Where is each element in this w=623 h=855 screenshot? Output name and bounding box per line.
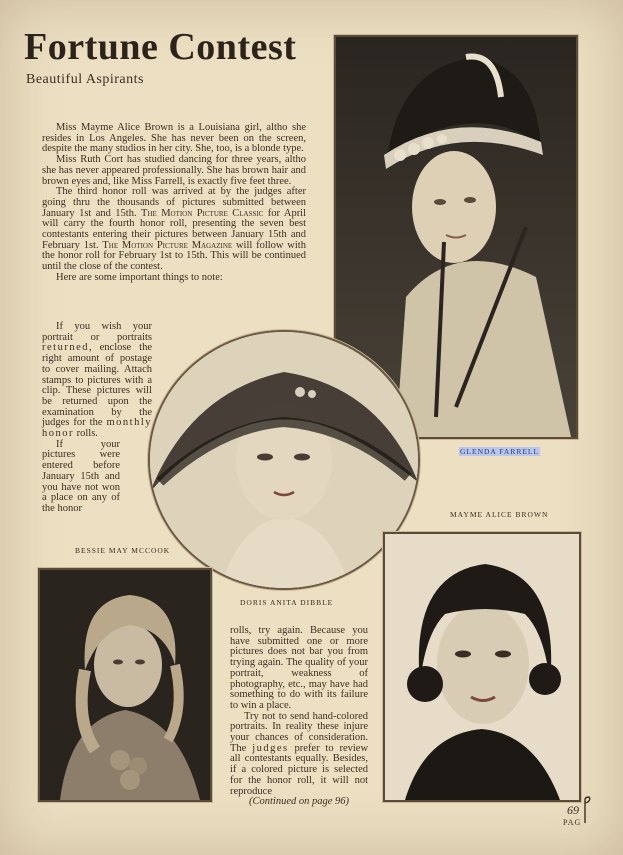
magazine-name: The Motion Picture Classic: [141, 207, 264, 219]
text-run: , enclose the right amount of postage to cover mailing. Attach stamps to pictures with a clip. These pictures will be returned upon the examination by the judges for the: [42, 342, 152, 429]
paragraph: [42, 322, 152, 440]
text-run: will follow with the honor roll for February 1st to 15th. This will be continued until the close of the contest.: [42, 239, 306, 273]
page-number: 69: [567, 803, 579, 817]
page-title: Fortune Contest: [24, 26, 297, 68]
paragraph: [42, 187, 306, 273]
body-text-column-2: [42, 322, 152, 515]
text-run: for April will carry the fourth honor roll, presenting the seven best contestants entering their pictures between January 15th and February 1st.: [42, 207, 307, 251]
portrait-photo-doris-anita-dibble: [148, 330, 420, 590]
text-run: If you wish your portrait or portraits: [42, 321, 152, 343]
magazine-name: The Motion Picture Magazine: [102, 239, 233, 251]
paragraph: Here are some important things to note:: [56, 271, 223, 283]
portrait-photo-mayme-alice-brown: [383, 532, 581, 802]
caption-glenda-farrell: GLENDA FARRELL: [460, 447, 540, 456]
caption-doris-anita-dibble: DORIS ANITA DIBBLE: [240, 598, 334, 607]
portrait-image: [40, 570, 210, 800]
page-mark-label: PAG: [563, 818, 582, 827]
paragraph: Miss Ruth Cort has studied dancing for three years, altho she has never appeared professionally. She has brown hair and brown eyes and, like Miss Farrell, is exactly five feet three.: [42, 154, 306, 187]
page-subtitle: Beautiful Aspirants: [26, 72, 144, 87]
portrait-image: [150, 332, 418, 588]
page-mark-icon: [582, 796, 592, 824]
text-run: monthly honor: [42, 417, 152, 440]
text-run: rolls.: [76, 428, 98, 440]
portrait-photo-bessie-may-mccook: [38, 568, 212, 802]
caption-mayme-alice-brown: MAYME ALICE BROWN: [450, 510, 549, 519]
text-run: Try not to send hand-colored portraits. In reality these injure your chances of consideration. The: [230, 710, 368, 754]
paragraph: rolls, try again. Because you have submitted one or more pictures does not bar you from trying again. The quality of your portrait, weakness of photography, etc., may have had something to do with its failure to win a place.: [230, 625, 368, 711]
text-run: prefer to review all contestants equally. Besides, if a colored picture is selected for the honor roll, it will not reproduce: [230, 742, 369, 797]
paragraph: [230, 712, 368, 798]
paragraph: If your pictures were entered before January 15th and you have not won a place on any of the honor: [42, 438, 120, 514]
caption-bessie-may-mccook: BESSIE MAY MCCOOK: [75, 546, 171, 555]
body-text-column-3: [230, 626, 368, 808]
text-run: judges: [252, 742, 289, 754]
paragraph: Miss Mayme Alice Brown is a Louisiana girl, altho she resides in Los Angeles. She has never been on the screen, despite the many studios in her city. She, too, is a blonde type.: [42, 122, 306, 155]
text-run: The third honor roll was arrived at by the judges after going thru the thousands of pictures submitted between January 1st and 15th.: [42, 186, 306, 219]
text-run: returned: [42, 342, 89, 354]
body-text-column-1: [42, 123, 306, 284]
portrait-image: [385, 534, 579, 800]
continued-note: (Continued on page 96): [248, 796, 350, 808]
